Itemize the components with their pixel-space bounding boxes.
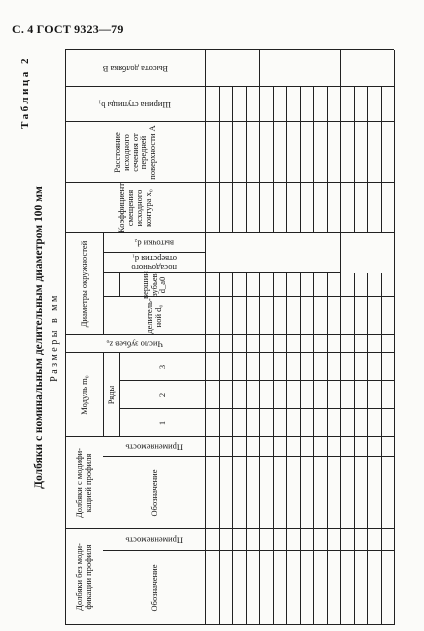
- header-designation: Обозначение: [148, 469, 159, 517]
- merged-step-width-lower: [333, 87, 394, 122]
- teeth-count: [273, 337, 287, 351]
- shift-coefficient: [327, 185, 341, 231]
- merged-step-width: [205, 87, 333, 122]
- header-step_width: Ширина ступицы b₁: [98, 99, 172, 110]
- module-row1: [354, 411, 368, 435]
- module-row2: [286, 383, 300, 407]
- shift-coefficient: [340, 185, 354, 231]
- shift-coefficient: [313, 185, 327, 231]
- table-label: Таблица 2: [19, 56, 31, 129]
- distance-A: [300, 124, 314, 181]
- module-row1: [273, 411, 287, 435]
- module-row3: [273, 355, 287, 379]
- header-row3: 3: [156, 364, 167, 370]
- module-row1: [259, 411, 273, 435]
- module-row3: [286, 355, 300, 379]
- header-height: Высота долбяка B: [102, 63, 168, 74]
- pitch-diameter: [219, 299, 233, 333]
- mod-designation: [300, 459, 314, 527]
- unmod-designation: [286, 553, 300, 623]
- module-row1: [327, 411, 341, 435]
- shift-coefficient: [273, 185, 287, 231]
- tip-diameter: [327, 275, 341, 295]
- header-rows_group: Ряды: [105, 385, 116, 405]
- tip-diameter: [232, 275, 246, 295]
- unmod-designation: [219, 553, 233, 623]
- unmod-designation: [340, 553, 354, 623]
- pitch-diameter: [273, 299, 287, 333]
- mod-designation: [354, 459, 368, 527]
- merged-height-upper: [205, 50, 259, 87]
- teeth-count: [340, 337, 354, 351]
- module-row3: [300, 355, 314, 379]
- tip-diameter: [246, 275, 260, 295]
- mod-designation: [259, 459, 273, 527]
- pitch-diameter: [259, 299, 273, 333]
- shift-coefficient: [205, 185, 219, 231]
- mod-designation: [205, 459, 219, 527]
- distance-A: [273, 124, 287, 181]
- teeth-count: [381, 337, 395, 351]
- distance-A: [205, 124, 219, 181]
- pitch-diameter: [354, 299, 368, 333]
- module-row2: [259, 383, 273, 407]
- distance-A: [259, 124, 273, 181]
- mod-designation: [246, 459, 260, 527]
- tip-diameter: [219, 275, 233, 295]
- teeth-count: [232, 337, 246, 351]
- shift-coefficient: [286, 185, 300, 231]
- module-row2: [381, 383, 395, 407]
- module-row3: [340, 355, 354, 379]
- module-row1: [232, 411, 246, 435]
- module-row3: [354, 355, 368, 379]
- distance-A: [313, 124, 327, 181]
- grid-line-h: [340, 233, 341, 273]
- module-row2: [246, 383, 260, 407]
- header-diameters_group: Диаметры окружностей: [78, 240, 89, 328]
- header-distance: Расстояние исходного сечения от передней поверхности A: [111, 125, 158, 180]
- pitch-diameter: [340, 299, 354, 333]
- mod-designation: [219, 459, 233, 527]
- shift-coefficient: [381, 185, 395, 231]
- module-row1: [340, 411, 354, 435]
- teeth-count: [327, 337, 341, 351]
- module-row1: [300, 411, 314, 435]
- header-designation: Обозначение: [148, 564, 159, 612]
- header-shift_coef: Коэффициент смещения исходного контура x₀: [116, 183, 153, 233]
- tip-diameter: [313, 275, 327, 295]
- module-row3: [205, 355, 219, 379]
- distance-A: [367, 124, 381, 181]
- module-row1: [246, 411, 260, 435]
- mod-designation: [273, 459, 287, 527]
- merged-recess-diameter: [205, 233, 340, 253]
- header-tip_dia: вершин зубьев d_a0: [139, 271, 168, 299]
- shift-coefficient: [367, 185, 381, 231]
- teeth-count: [259, 337, 273, 351]
- module-row2: [219, 383, 233, 407]
- teeth-count: [354, 337, 368, 351]
- module-row3: [232, 355, 246, 379]
- shift-coefficient: [219, 185, 233, 231]
- tip-diameter: [367, 275, 381, 295]
- pitch-diameter: [300, 299, 314, 333]
- unmod-designation: [300, 553, 314, 623]
- teeth-count: [205, 337, 219, 351]
- teeth-count: [286, 337, 300, 351]
- teeth-count: [246, 337, 260, 351]
- data-table: [13, 50, 398, 625]
- module-row1: [219, 411, 233, 435]
- header-module_group: Модуль m₀: [78, 375, 89, 415]
- header-bore_dia: посадочного отверстия d₁: [131, 254, 177, 273]
- mod-designation: [327, 459, 341, 527]
- pitch-diameter: [367, 299, 381, 333]
- module-row3: [367, 355, 381, 379]
- unmod-designation: [259, 553, 273, 623]
- header-applicability: Применяемость: [125, 442, 183, 453]
- tip-diameter: [340, 275, 354, 295]
- mod-designation: [381, 459, 395, 527]
- merged-bore-diameter: [205, 253, 340, 273]
- header-row1: 1: [156, 420, 167, 426]
- module-row2: [354, 383, 368, 407]
- module-row3: [259, 355, 273, 379]
- shift-coefficient: [232, 185, 246, 231]
- distance-A: [327, 124, 341, 181]
- mod-designation: [286, 459, 300, 527]
- grid-line-h: [394, 50, 395, 625]
- tip-diameter: [273, 275, 287, 295]
- module-row2: [232, 383, 246, 407]
- distance-A: [232, 124, 246, 181]
- module-row2: [205, 383, 219, 407]
- module-row2: [300, 383, 314, 407]
- shift-coefficient: [354, 185, 368, 231]
- unmod-designation: [273, 553, 287, 623]
- shift-coefficient: [300, 185, 314, 231]
- unmod-designation: [381, 553, 395, 623]
- mod-designation: [367, 459, 381, 527]
- teeth-count: [313, 337, 327, 351]
- unmod-designation: [313, 553, 327, 623]
- pitch-diameter: [381, 299, 395, 333]
- module-row2: [313, 383, 327, 407]
- mod-designation: [232, 459, 246, 527]
- distance-A: [354, 124, 368, 181]
- module-row3: [313, 355, 327, 379]
- pitch-diameter: [313, 299, 327, 333]
- mod-designation: [313, 459, 327, 527]
- module-row1: [381, 411, 395, 435]
- header-applicability: Применяемость: [125, 535, 183, 546]
- distance-A: [246, 124, 260, 181]
- module-row3: [381, 355, 395, 379]
- tip-diameter: [205, 275, 219, 295]
- distance-A: [340, 124, 354, 181]
- module-row1: [286, 411, 300, 435]
- header-row2: 2: [156, 392, 167, 398]
- distance-A: [286, 124, 300, 181]
- header-recess_dia: выточки d₂: [134, 238, 174, 249]
- module-row2: [273, 383, 287, 407]
- pitch-diameter: [232, 299, 246, 333]
- tip-diameter: [354, 275, 368, 295]
- header-pitch_dia: делитель- ной d₀: [144, 298, 163, 334]
- unmod-designation: [367, 553, 381, 623]
- rotated-table-page: [13, 50, 398, 625]
- pitch-diameter: [205, 299, 219, 333]
- tip-diameter: [259, 275, 273, 295]
- tip-diameter: [286, 275, 300, 295]
- pitch-diameter: [246, 299, 260, 333]
- module-row3: [246, 355, 260, 379]
- module-row1: [313, 411, 327, 435]
- tip-diameter: [381, 275, 395, 295]
- mod-designation: [340, 459, 354, 527]
- shift-coefficient: [246, 185, 260, 231]
- unmod-designation: [327, 553, 341, 623]
- units-note: Размеры в мм: [49, 293, 60, 382]
- teeth-count: [367, 337, 381, 351]
- distance-A: [381, 124, 395, 181]
- pitch-diameter: [327, 299, 341, 333]
- page-header: С. 4 ГОСТ 9323—79: [12, 22, 124, 36]
- distance-A: [219, 124, 233, 181]
- module-row2: [327, 383, 341, 407]
- unmod-designation: [232, 553, 246, 623]
- shift-coefficient: [259, 185, 273, 231]
- module-row2: [340, 383, 354, 407]
- module-row3: [219, 355, 233, 379]
- module-row3: [327, 355, 341, 379]
- merged-height-lower: [259, 50, 340, 87]
- teeth-count: [300, 337, 314, 351]
- header-mod_group: Долбяки с модифи- кацией профиля: [74, 447, 93, 519]
- header-unmod_group: Долбяки без моди- фикации профиля: [74, 543, 93, 611]
- module-row2: [367, 383, 381, 407]
- module-row1: [205, 411, 219, 435]
- grid-line-h: [340, 50, 341, 87]
- unmod-designation: [205, 553, 219, 623]
- table-caption: Долбяки с номинальным делительным диаметром 100 мм: [33, 186, 45, 489]
- teeth-count: [219, 337, 233, 351]
- header-teeth: Число зубьев z₀: [106, 339, 164, 350]
- unmod-designation: [246, 553, 260, 623]
- unmod-designation: [354, 553, 368, 623]
- pitch-diameter: [286, 299, 300, 333]
- tip-diameter: [300, 275, 314, 295]
- module-row1: [367, 411, 381, 435]
